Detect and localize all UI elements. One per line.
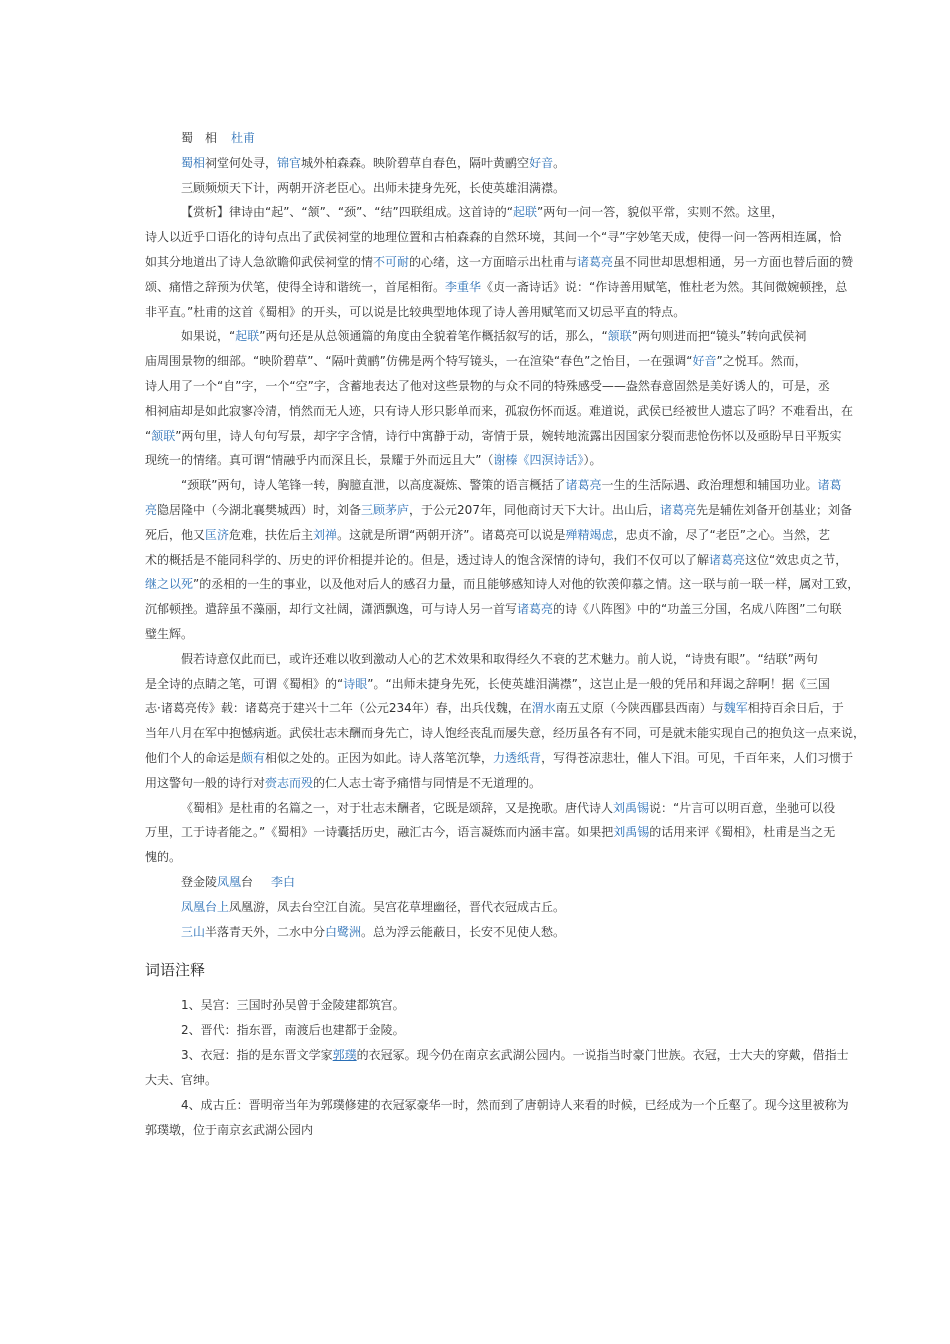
poem-line <box>145 920 807 945</box>
paragraph-line <box>145 225 842 250</box>
poem-line <box>145 151 807 176</box>
term-link[interactable]: 凤凰台上 <box>181 899 230 914</box>
paragraph-line <box>145 349 807 374</box>
paragraph-text: ）。 <box>583 453 602 468</box>
paragraph-text: 虽不同世却思想相通，另一方面也替后面的赞 <box>613 254 854 269</box>
paragraph-text: 相祠庙却是如此寂寥冷清，悄然而无人迹，只有诗人形只影单而来，孤寂伤怀而返。难道说，武侯已经被世人遗忘了吗？不难看出，在 <box>145 403 854 418</box>
paragraph-line <box>145 622 807 647</box>
term-link[interactable]: 凤凰 <box>217 874 242 889</box>
paragraph-text: 的仁人志士寄予痛惜与同情是不无道理的。 <box>313 775 542 790</box>
poem-text: 三顾频烦天下计，两朝开济老臣心。出师未捷身先死，长使英雄泪满襟。 <box>181 180 566 195</box>
paragraph-text: 颂、痛惜之辞预为伏笔，使得全诗和谐统一，首尾相衔。 <box>145 279 446 294</box>
paragraph-text: 南五丈原（今陕西郿县西南）与 <box>555 701 724 716</box>
poem-text: 。 <box>553 155 566 170</box>
term-link[interactable]: 刘禅 <box>313 527 338 542</box>
paragraph-text: 。这就是所谓“两朝开济”。诸葛亮可以说是 <box>337 527 566 542</box>
paragraph-text: 万里，工于诗者能之。”《蜀相》一诗囊括历史，融汇古今，语言凝炼而内涵丰富。如果把 <box>145 825 614 840</box>
term-link[interactable]: 颇有 <box>241 750 266 765</box>
paragraph-text: 沉郁顿挫。遣辞虽不藻丽，却行文社阔，潇洒飘逸，可与诗人另一首写 <box>145 602 518 617</box>
paragraph-line <box>145 424 842 449</box>
note-item: 1、吴宫：三国时孙吴曾于金陵建都筑宫。 <box>181 998 405 1013</box>
note-text: 3、衣冠：指的是东晋文学家 <box>181 1048 333 1063</box>
paragraph-text: 志·诸葛亮传》载：诸葛亮于建兴十二年（公元234年）春，出兵伐魏，在 <box>145 701 532 716</box>
term-link[interactable]: 颔联 <box>151 428 176 443</box>
paragraph-text: 的诗《八阵图》中的“功盖三分国，名成八阵图”二句联 <box>553 602 842 617</box>
paragraph-text: 一生的生活际遇、政治理想和辅国功业。 <box>601 478 818 493</box>
paragraph-text: 《蜀相》是杜甫的名篇之一，对于壮志未酬者，它既是颂辞，又是挽歌。唐代诗人 <box>181 800 614 815</box>
term-link[interactable]: 力透纸背 <box>493 750 542 765</box>
paragraph-text: 这位“效忠贞之节， <box>745 552 848 567</box>
paragraph-text: ”两句一问一答，貌似平常，实则不然。这里， <box>536 205 784 220</box>
term-link[interactable]: 亮 <box>145 502 158 517</box>
section-heading: 词语注释 <box>145 961 206 980</box>
paragraph-line <box>145 498 852 523</box>
term-link[interactable]: 诸葛亮 <box>659 502 696 517</box>
paragraph-text: 的心绪，这一方面暗示出杜甫与 <box>409 254 578 269</box>
paragraph-text: ，于公元207年，同他商讨天下大计。出山后， <box>409 502 660 517</box>
paragraph-text: 诗人用了一个“自”字，一个“空”字，含蓄地表达了他对这些景物的与众不同的特殊感受——盎然春意固然是美好诱人的，可是，丞 <box>145 378 830 393</box>
paragraph-line <box>145 796 836 821</box>
notes-list <box>145 993 849 1143</box>
term-link[interactable]: 诸葛亮 <box>517 602 554 617</box>
paragraph-line <box>145 672 830 697</box>
paragraph-line <box>145 548 848 573</box>
poem-line <box>145 176 807 201</box>
paragraph-line <box>145 721 866 746</box>
term-link[interactable]: 三顾茅庐 <box>361 502 410 517</box>
paragraph-line <box>145 300 807 325</box>
term-link[interactable]: 匡济 <box>205 527 230 542</box>
note-item <box>145 1043 849 1068</box>
term-link[interactable]: 颔联 <box>607 329 632 344</box>
paragraph-text: 愧的。 <box>145 850 182 865</box>
term-link[interactable]: 李重华 <box>445 279 482 294</box>
term-link[interactable]: 刘禹锡 <box>613 800 650 815</box>
term-link[interactable]: 蜀相 <box>181 155 206 170</box>
paragraph-text: 他们个人的命运是 <box>145 750 242 765</box>
paragraph-text: “ <box>145 428 152 443</box>
paragraph-text: 的话用来评《蜀相》，杜甫是当之无 <box>649 825 836 840</box>
paragraph-text: 《贞一斋诗话》说：“作诗善用赋笔，惟杜老为然。其间微婉顿挫，总 <box>481 279 848 294</box>
paragraph-text: 璧生辉。 <box>145 626 194 641</box>
paragraph-text: 假若诗意仅此而已，或许还难以收到激动人心的艺术效果和取得经久不衰的艺术魅力。前人说，“诗贵有眼”。“结联”两句 <box>181 651 818 666</box>
note-text-line: 郭璞墩，位于南京玄武湖公园内 <box>145 1123 314 1138</box>
poem-text: 凤凰游，凤去台空江自流。吴宫花草埋幽径，晋代衣冠成古丘。 <box>229 899 566 914</box>
paragraph-text: “颈联”两句，诗人笔锋一转，胸臆直泄，以高度凝炼、警策的语言概括了 <box>181 478 566 493</box>
paragraph-line <box>145 374 830 399</box>
term-link[interactable]: 锦官 <box>277 155 302 170</box>
paragraph-line <box>145 250 854 275</box>
paragraph-text: 如果说，“ <box>181 329 236 344</box>
paragraph-text: 用这警句一般的诗行对 <box>145 775 266 790</box>
term-link[interactable]: 刘禹锡 <box>613 825 650 840</box>
term-link[interactable]: 诸葛亮 <box>577 254 614 269</box>
paragraph-line <box>145 696 844 721</box>
paragraph-line <box>145 845 807 870</box>
paragraph-line <box>145 820 836 845</box>
paragraph-line <box>145 647 818 672</box>
paragraph-text: 术的概括是不能同科学的、历史的评价相提并论的。但是，透过诗人的饱含深情的诗句，我们不仅可以了解 <box>145 552 710 567</box>
paragraph-text: 诗人以近乎口语化的诗句点出了武侯祠堂的地理位置和古柏森森的自然环境，其间一个“寻”字妙笔天成，使得一问一答两相连属，恰 <box>145 230 842 245</box>
term-link[interactable]: 起联 <box>235 329 260 344</box>
paragraph-text: 说：“片言可以明百意，坐驰可以役 <box>649 800 836 815</box>
poem-text: 祠堂何处寻， <box>205 155 278 170</box>
paragraph-text: 当年八月在军中抱憾病逝。武侯壮志未酬而身先亡，诗人饱经丧乱而屡失意，经历虽各有不同，可是就未能实现自己的抱负这一点来说， <box>145 726 866 741</box>
term-link[interactable]: 好音 <box>692 354 717 369</box>
note-text: 的衣冠冢。现今仍在南京玄武湖公园内。一说指当时豪门世族。衣冠，士大夫的穿戴，借指士 <box>356 1048 849 1063</box>
paragraph-line <box>145 399 854 424</box>
poem-text: 城外柏森森。映阶碧草自春色，隔叶黄鹂空 <box>301 155 530 170</box>
paragraph-text: 相持百余日后，于 <box>747 701 844 716</box>
term-link[interactable]: 不可耐 <box>373 254 410 269</box>
paragraph-line <box>145 448 807 473</box>
paragraph-text: 隐居隆中（今湖北襄樊城西）时，刘备 <box>157 502 362 517</box>
paragraph-text: ”两句还是从总领通篇的角度由全貌着笔作概括叙写的话，那么，“ <box>259 329 608 344</box>
paragraph-line <box>145 746 854 771</box>
paragraph-line <box>145 324 807 349</box>
note-text-line: 大夫、官绅。 <box>145 1073 218 1088</box>
paragraph-text: ，忠贞不渝，尽了“老臣”之心。当然，艺 <box>613 527 830 542</box>
paragraph-text: 如其分地道出了诗人急欲瞻仰武侯祠堂的情 <box>145 254 374 269</box>
term-link[interactable]: 诸葛亮 <box>709 552 746 567</box>
paragraph-text: 现统一的情绪。真可谓“情融乎内而深且长，景耀于外而远且大”（ <box>145 453 494 468</box>
term-link[interactable]: 诗眼 <box>343 676 368 691</box>
paragraph-line <box>145 473 842 498</box>
paragraph-text: 危难，扶佐后主 <box>229 527 314 542</box>
term-link[interactable]: 继之以死 <box>145 577 194 592</box>
paragraph-line <box>145 275 848 300</box>
paragraph-line <box>145 523 830 548</box>
poem-title-text: 台 <box>241 874 254 889</box>
document-body <box>145 126 866 1143</box>
note-item: 2、晋代：指东晋，南渡后也建都于金陵。 <box>181 1023 405 1038</box>
poem-line <box>145 895 807 920</box>
term-link[interactable]: 诸葛亮 <box>565 478 602 493</box>
author-link[interactable]: 李白 <box>271 874 296 889</box>
poem-title-text: 登金陵 <box>181 874 218 889</box>
paragraph-text: 【赏析】律诗由“起”、“颔”、“颈”、“结”四联组成。这首诗的“ <box>181 205 513 220</box>
note-item: 4、成古丘：晋明帝当年为郭璞修建的衣冠冢豪华一时，然而到了唐朝诗人来看的时候，已经成为一个丘壑了。现今这里被称为 <box>181 1098 849 1113</box>
author-link[interactable]: 杜甫 <box>231 131 256 145</box>
paragraph-text: 庙周围景物的细部。“映阶碧草”、“隔叶黄鹂”仿佛是两个特写镜头，一在渲染“春色”之怡目，一在强调“ <box>145 354 693 369</box>
paragraph-text: 非平直。”杜甫的这首《蜀相》的开头，可以说是比较典型地体现了诗人善用赋笔而又切忌平直的特点。 <box>145 304 686 319</box>
paragraph-line <box>145 597 842 622</box>
paragraph-text: ”两句则进而把“镜头”转向武侯祠 <box>631 329 807 344</box>
paragraph-text: ”的丞相的一生的事业，以及他对后人的感召力量，而且能够感知诗人对他的钦羡仰慕之情。这一联与前一联一样，属对工致， <box>193 577 860 592</box>
term-link[interactable]: 好音 <box>529 155 554 170</box>
paragraph-text: ，写得苍凉悲壮，催人下泪。可见，千百年来，人们习惯于 <box>541 750 854 765</box>
poem-text: 半落青天外，二水中分 <box>205 924 326 939</box>
paragraph-text: ”两句里，诗人句句写景，却字字含情，诗行中寓静于动，寄情于景，婉转地流露出因国家分裂而悲怆伤怀以及亟盼早日平叛实 <box>175 428 842 443</box>
poem-title <box>145 126 807 151</box>
term-link[interactable]: 诸葛 <box>817 478 842 493</box>
paragraph-text: 死后，他又 <box>145 527 206 542</box>
poem-text: 。总为浮云能蔽日，长安不见使人愁。 <box>361 924 566 939</box>
term-link[interactable]: 三山 <box>181 924 206 939</box>
term-link[interactable]: 渭水 <box>531 701 556 716</box>
paragraph-text: 是全诗的点睛之笔，可谓《蜀相》的“ <box>145 676 344 691</box>
paragraph-text: ”。“出师未捷身先死，长使英雄泪满襟”，这岂止是一般的凭吊和拜谒之辞啊！据《三国 <box>367 676 830 691</box>
term-link[interactable]: 魏军 <box>723 701 748 716</box>
term-link[interactable]: 郭璞 <box>332 1048 357 1063</box>
paragraph-line <box>145 771 807 796</box>
paragraph-text: 先是辅佐刘备开创基业；刘备 <box>695 502 852 517</box>
term-link[interactable]: 白鹭洲 <box>325 924 362 939</box>
term-link[interactable]: 赍志而殁 <box>265 775 314 790</box>
paragraph-line <box>145 572 860 597</box>
poem-title <box>145 870 807 895</box>
poem-title-text: 蜀 相 <box>181 131 218 145</box>
analysis-section <box>145 200 866 870</box>
term-link[interactable]: 殚精竭虑 <box>565 527 614 542</box>
paragraph-text: 相似之处的。正因为如此。诗人落笔沉挚， <box>265 750 494 765</box>
term-link[interactable]: 谢榛《四溟诗话》 <box>493 453 584 468</box>
paragraph-text: ”之悦耳。然而， <box>716 354 807 369</box>
paragraph-line <box>145 200 807 225</box>
term-link[interactable]: 起联 <box>512 205 537 220</box>
